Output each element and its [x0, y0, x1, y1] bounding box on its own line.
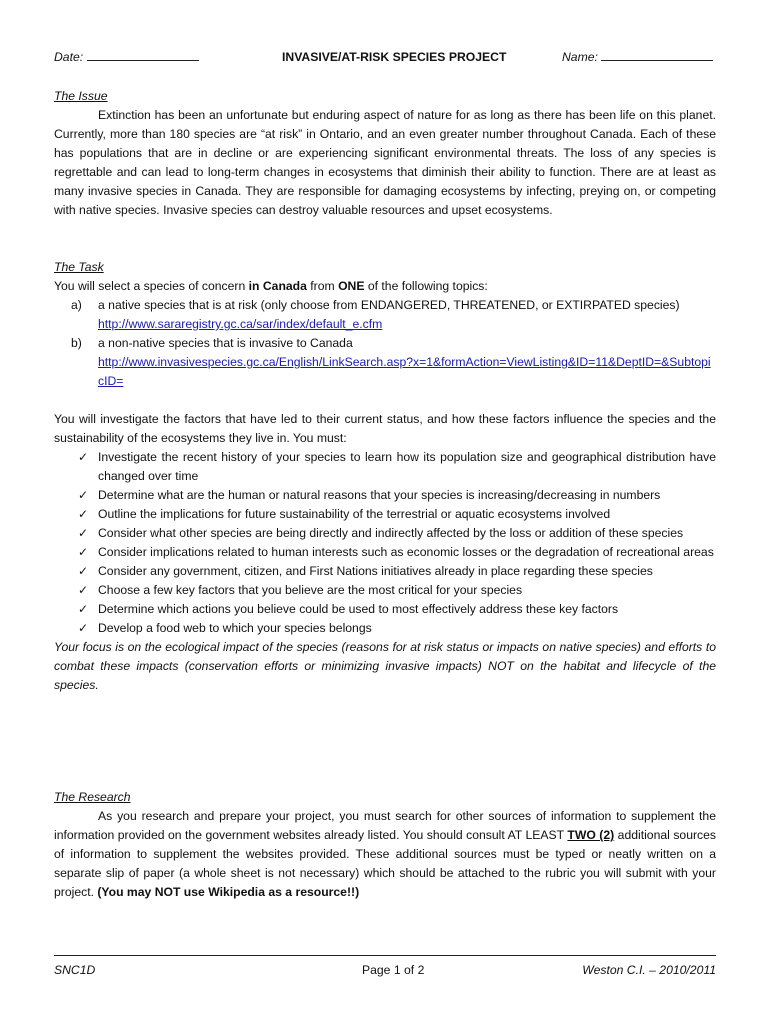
task-intro — [54, 277, 716, 296]
date-field[interactable] — [54, 48, 199, 67]
checklist-item-text: Consider implications related to human interests such as economic losses or the degradation of recreational areas — [98, 545, 714, 559]
task-intro-text-3: of the following topics: — [364, 279, 488, 293]
checkmark-icon: ✓ — [78, 564, 89, 578]
checklist-item — [54, 543, 716, 562]
option-b-marker: b) — [71, 336, 82, 350]
school-year: Weston C.I. – 2010/2011 — [582, 963, 716, 977]
checklist-item-text: Choose a few key factors that you believe are the most critical for your species — [98, 583, 523, 597]
invasive-species-link[interactable]: http://www.invasivespecies.gc.ca/English/LinkSearch.asp?x=1&formAction=ViewListing&ID=11&DeptID=&SubtopicID= — [98, 355, 711, 388]
checklist-item — [54, 562, 716, 581]
checkmark-icon: ✓ — [78, 583, 89, 597]
name-label: Name: — [562, 50, 598, 64]
option-b — [54, 334, 716, 391]
checklist-item — [54, 581, 716, 600]
task-intro-bold-one: ONE — [338, 279, 365, 293]
task-section — [54, 258, 716, 695]
topic-options — [54, 296, 716, 391]
task-heading: The Task — [54, 260, 104, 274]
task-intro-text: You will select a species of concern — [54, 279, 249, 293]
research-heading: The Research — [54, 790, 131, 804]
option-a — [54, 296, 716, 334]
issue-heading: The Issue — [54, 89, 108, 103]
name-field[interactable] — [562, 48, 713, 67]
checkmark-icon: ✓ — [78, 488, 89, 502]
document-title: INVASIVE/AT-RISK SPECIES PROJECT — [282, 50, 507, 64]
checkmark-icon: ✓ — [78, 450, 89, 464]
checklist-item-text: Consider any government, citizen, and First Nations initiatives already in place regarding these species — [98, 564, 653, 578]
checklist-item — [54, 448, 716, 486]
checklist-item — [54, 486, 716, 505]
footer-divider — [54, 955, 716, 956]
task-intro-bold-canada: in Canada — [248, 279, 307, 293]
page-footer — [54, 961, 716, 981]
focus-note: Your focus is on the ecological impact of the species (reasons for at risk status or impacts on native species) and efforts to combat these impacts (conservation efforts or minimizing invasive impacts) NOT on the habitat and lifecycle of the species. — [54, 640, 716, 692]
checklist-item-text: Investigate the recent history of your species to learn how its population size and geographical distribution have changed over time — [98, 450, 716, 483]
task-intro-text-2: from — [306, 279, 339, 293]
checkmark-icon: ✓ — [78, 621, 89, 635]
sar-registry-link[interactable]: http://www.sararegistry.gc.ca/sar/index/default_e.cfm — [98, 317, 383, 331]
issue-body: Extinction has been an unfortunate but enduring aspect of nature for as long as there has been life on this planet. Currently, more than 180 species are “at risk” in Ontario, and an even greater number throughout Canada. Each of these has populations that are in decline or are experiencing significant environmental threats. The loss of any species is regrettable and can lead to long-term changes in ecosystems that diminish their ability to function. There are at least as many invasive species in Canada. They are responsible for damaging ecosystems by infecting, preying on, or competing with native species. Invasive species can destroy valuable resources and upset ecosystems. — [54, 108, 716, 217]
research-bold-wikipedia: (You may NOT use Wikipedia as a resource!!) — [97, 885, 360, 899]
checklist-item-text: Develop a food web to which your species belongs — [98, 621, 372, 635]
requirements-checklist — [54, 448, 716, 638]
research-bold-two: TWO (2) — [567, 828, 615, 842]
research-text-2: additional sources of information to supplement the websites provided. These additional sources must be typed or neatly written on a separate slip of paper (a whole sheet is not necessary) which should be attached to the rubric you will submit with your project. — [54, 828, 716, 899]
checklist-item-text: Determine what are the human or natural reasons that your species is increasing/decreasing in numbers — [98, 488, 661, 502]
research-section — [54, 788, 716, 902]
research-body — [54, 807, 716, 902]
checkmark-icon: ✓ — [78, 545, 89, 559]
date-blank[interactable] — [87, 48, 199, 61]
option-a-text: a native species that is at risk (only choose from ENDANGERED, THREATENED, or EXTIRPATED species) — [98, 298, 680, 312]
checklist-item-text: Determine which actions you believe could be used to most effectively address these key factors — [98, 602, 619, 616]
investigate-paragraph: You will investigate the factors that have led to their current status, and how these factors influence the species and the sustainability of the ecosystems they live in. You must: — [54, 412, 716, 445]
issue-section — [54, 87, 716, 220]
page-number: Page 1 of 2 — [362, 963, 425, 977]
research-text-1: As you research and prepare your project, you must search for other sources of information to supplement the information provided on the government websites already listed. You should consult AT LEAST — [54, 809, 716, 842]
checklist-item — [54, 524, 716, 543]
checklist-item-text: Consider what other species are being directly and indirectly affected by the loss or addition of these species — [98, 526, 684, 540]
option-a-marker: a) — [71, 298, 82, 312]
checklist-item — [54, 600, 716, 619]
checklist-item-text: Outline the implications for future sustainability of the terrestrial or aquatic ecosystems involved — [98, 507, 611, 521]
checkmark-icon: ✓ — [78, 602, 89, 616]
name-blank[interactable] — [601, 48, 713, 61]
page-header — [54, 44, 716, 68]
date-label: Date: — [54, 50, 84, 64]
checkmark-icon: ✓ — [78, 507, 89, 521]
checklist-item — [54, 619, 716, 638]
course-code: SNC1D — [54, 963, 96, 977]
checkmark-icon: ✓ — [78, 526, 89, 540]
checklist-item — [54, 505, 716, 524]
option-b-text: a non-native species that is invasive to Canada — [98, 336, 353, 350]
